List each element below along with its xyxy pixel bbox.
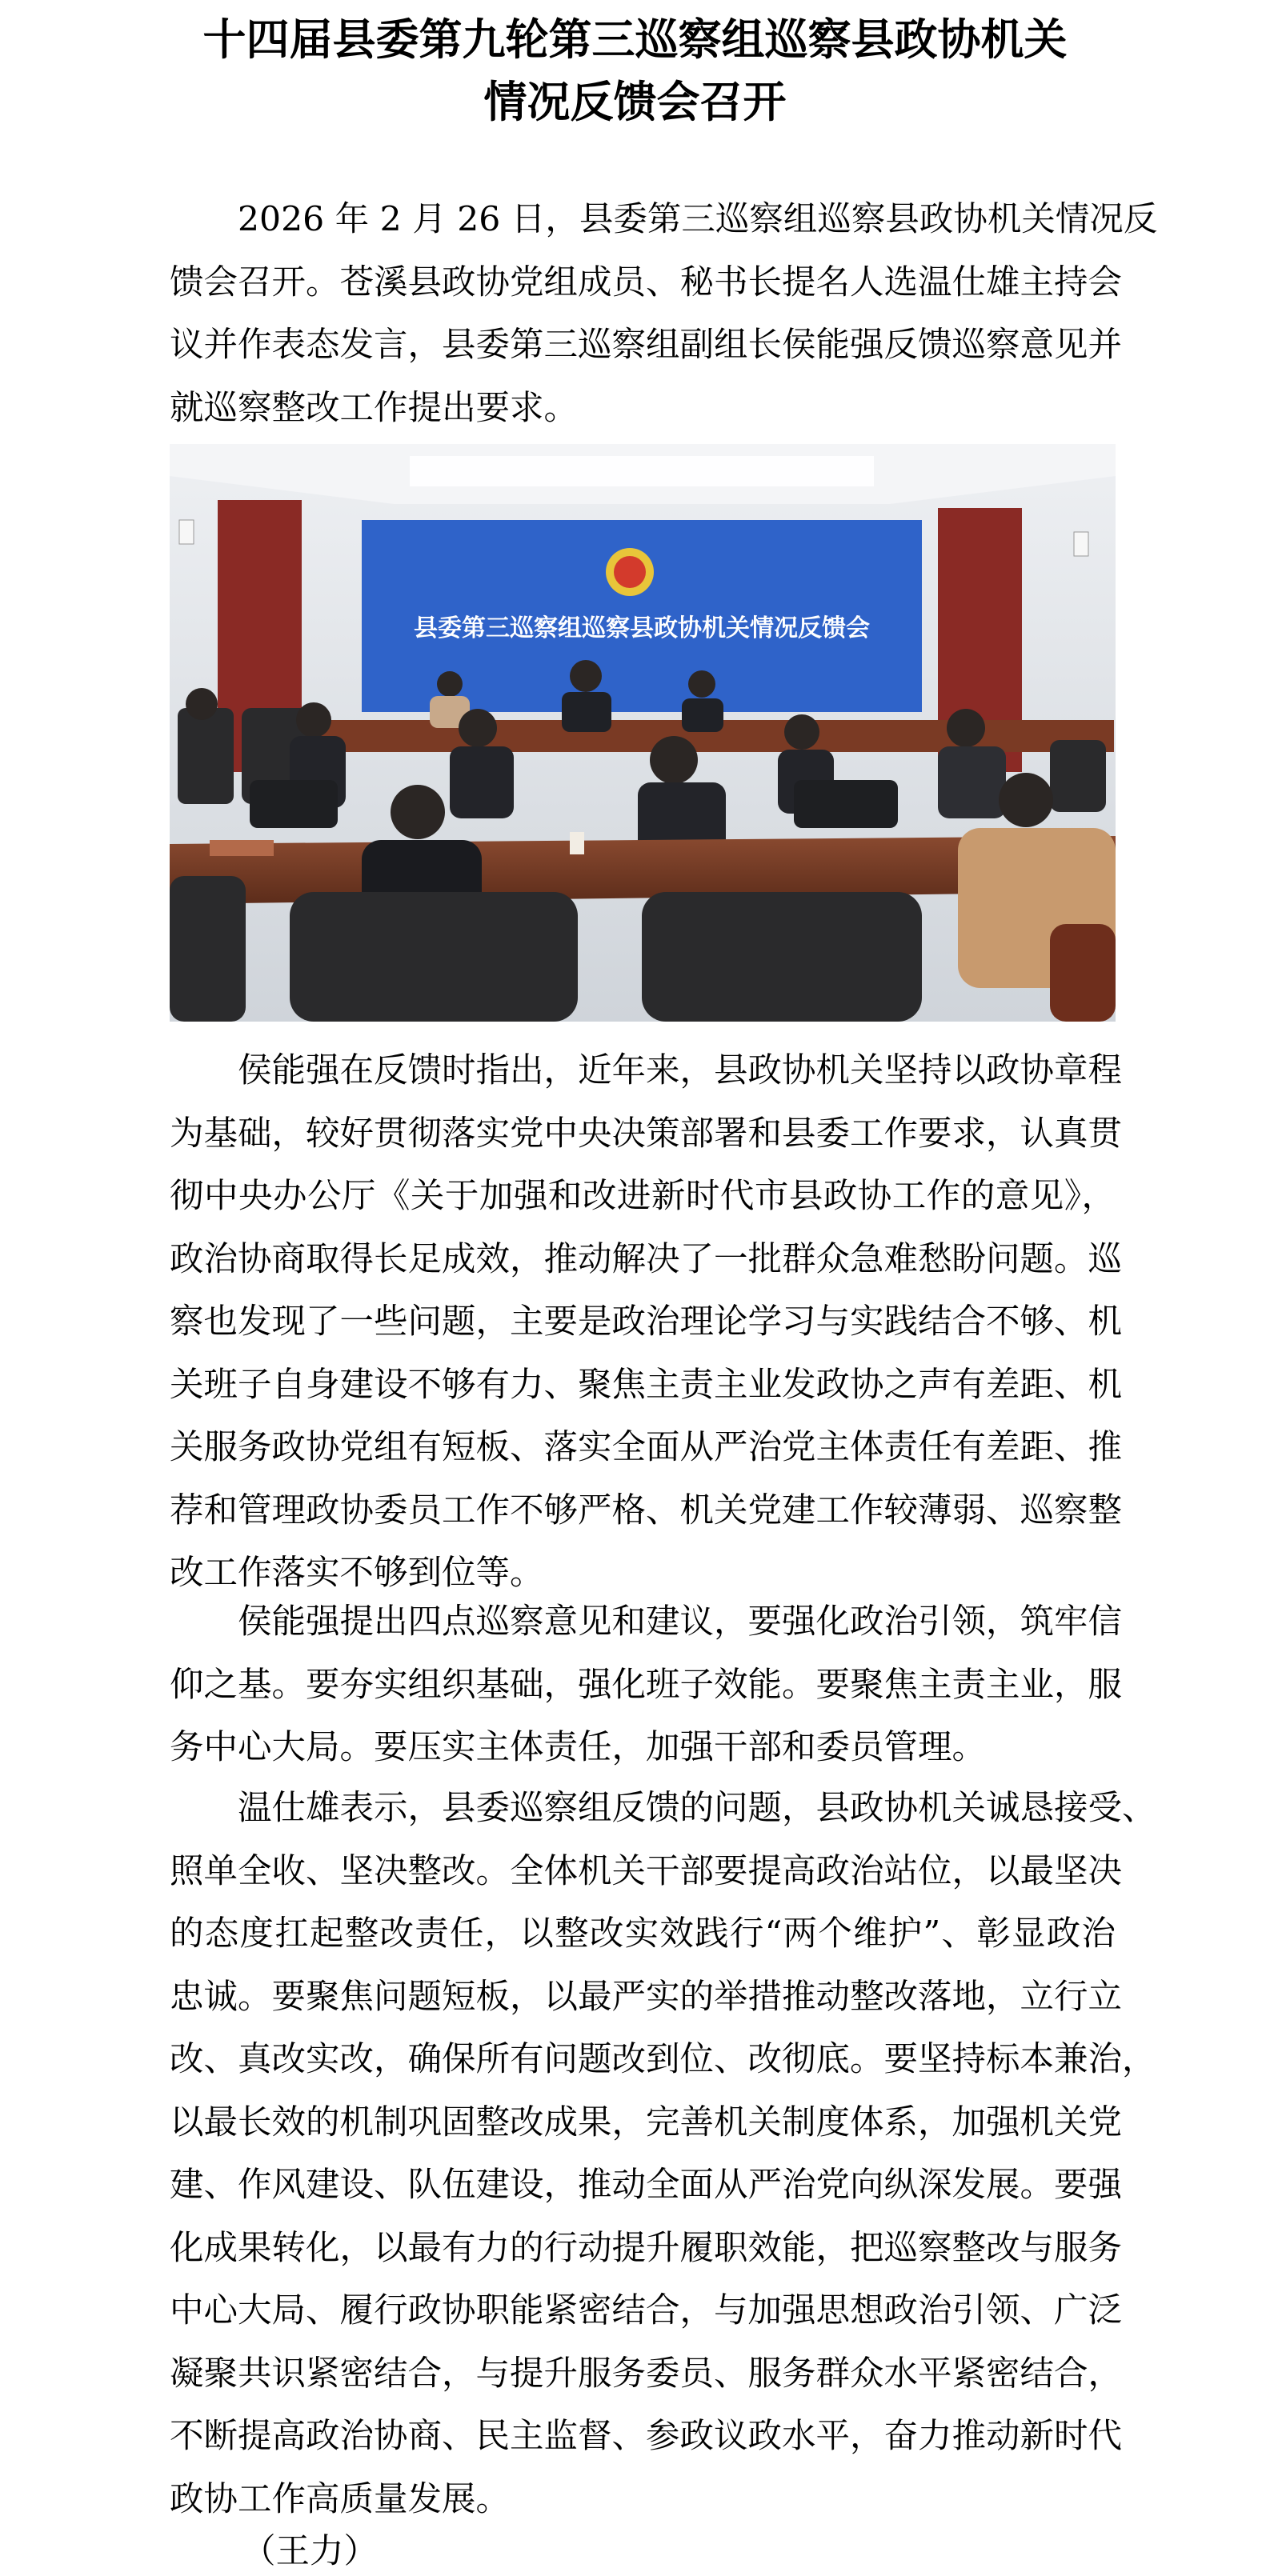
text-line: 察也发现了一些问题，主要是政治理论学习与实践结合不够、机 xyxy=(170,1302,1123,1342)
text-line: 照单全收、坚决整改。全体机关干部要提高政治站位，以最坚决 xyxy=(170,1851,1123,1891)
text-line: 凝聚共识紧密结合，与提升服务委员、服务群众水平紧密结合， xyxy=(170,2354,1123,2394)
banner-text: 县委第三巡察组巡察县政协机关情况反馈会 xyxy=(414,614,870,642)
text-line: 为基础，较好贯彻落实党中央决策部署和县委工作要求，认真贯 xyxy=(170,1114,1123,1154)
chair xyxy=(290,892,578,1022)
text-line: 中心大局、履行政协职能紧密结合，与加强思想政治引领、广泛 xyxy=(170,2291,1123,2330)
text-line: 政协工作高质量发展。 xyxy=(170,2479,511,2519)
text-line: 关服务政协党组有短板、落实全面从严治党主体责任有差距、推 xyxy=(170,1428,1123,1467)
text-line: 温仕雄表示，县委巡察组反馈的问题，县政协机关诚恳接受、 xyxy=(238,1789,1156,1828)
text-line: 2026 年 2 月 26 日，县委第三巡察组巡察县政协机关情况反 xyxy=(238,200,1158,239)
author-signature: （王力） xyxy=(242,2532,379,2571)
title-line: 十四届县委第九轮第三巡察组巡察县政协机关 xyxy=(202,14,1068,65)
text-line: 议并作表态发言，县委第三巡察组副组长侯能强反馈巡察意见并 xyxy=(170,326,1123,365)
title-line: 情况反馈会召开 xyxy=(483,76,787,127)
text-line: 仰之基。要夯实组织基础，强化班子效能。要聚焦主责主业，服 xyxy=(170,1665,1123,1705)
meeting-photo-illustration xyxy=(170,444,1116,1022)
paragraph-response xyxy=(170,1778,1156,2531)
text-line: 关班子自身建设不够有力、聚焦主责主业发政协之声有差距、机 xyxy=(170,1365,1123,1405)
text-line: 荐和管理政协委员工作不够严格、机关党建工作较薄弱、巡察整 xyxy=(170,1490,1123,1530)
paragraph-intro xyxy=(170,189,1158,440)
text-line: 化成果转化，以最有力的行动提升履职效能，把巡察整改与服务 xyxy=(170,2228,1123,2268)
text-line: 侯能强在反馈时指出，近年来，县政协机关坚持以政协章程 xyxy=(238,1051,1123,1090)
text-line: 改工作落实不够到位等。 xyxy=(170,1554,544,1593)
text-line: 彻中央办公厅《关于加强和改进新时代市县政协工作的意见》， xyxy=(170,1177,1116,1216)
paragraph-suggestions xyxy=(170,1591,1123,1780)
text-line: 建、作风建设、队伍建设，推动全面从严治党向纵深发展。要强 xyxy=(170,2166,1123,2205)
text-line: 政治协商取得长足成效，推动解决了一批群众急难愁盼问题。巡 xyxy=(170,1239,1123,1279)
text-line: 的态度扛起整改责任，以整改实效践行“两个维护”、彰显政治 xyxy=(170,1914,1116,1954)
text-line: 改、真改实改，确保所有问题改到位、改彻底。要坚持标本兼治， xyxy=(170,2040,1156,2079)
text-line: 侯能强提出四点巡察意见和建议，要强化政治引领，筑牢信 xyxy=(238,1602,1123,1642)
text-line: 忠诚。要聚焦问题短板，以最严实的举措推动整改落地，立行立 xyxy=(170,1977,1123,2017)
text-line: 馈会召开。苍溪县政协党组成员、秘书长提名人选温仕雄主持会 xyxy=(170,262,1123,302)
text-line: 务中心大局。要压实主体责任，加强干部和委员管理。 xyxy=(170,1728,987,1767)
meeting-photo xyxy=(170,444,1116,1022)
article-title xyxy=(96,8,1174,133)
paragraph-feedback xyxy=(170,1040,1123,1606)
chair xyxy=(642,892,922,1022)
text-line: 以最长效的机制巩固整改成果，完善机关制度体系，加强机关党 xyxy=(170,2102,1123,2142)
text-line: 不断提高政治协商、民主监督、参政议政水平，奋力推动新时代 xyxy=(170,2417,1123,2456)
text-line: 就巡察整改工作提出要求。 xyxy=(170,388,579,428)
